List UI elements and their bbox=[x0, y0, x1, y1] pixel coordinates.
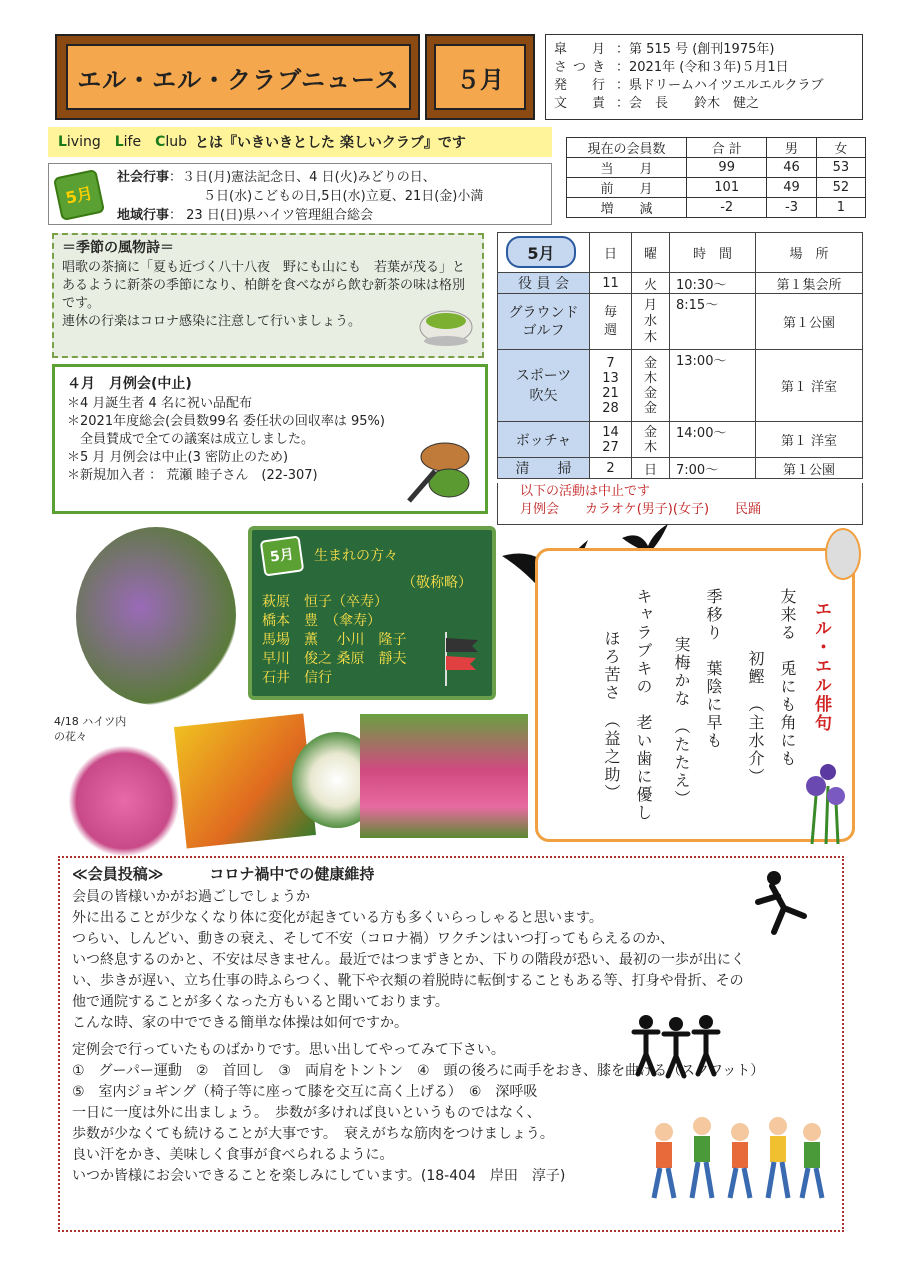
newsletter-title: エル・エル・クラブニュース bbox=[66, 44, 411, 110]
schedule-month-badge: 5月 bbox=[506, 236, 576, 268]
season-column: ＝季節の風物詩＝ 唱歌の茶摘に「夏も近づく八十八夜 野にも山にも 若葉が茂る」とあるように新茶の季節になり、柏餅を食べながら飲む新茶の味は格別です。 連休の行楽はコロナ感染に注意して行いましょう。 bbox=[52, 233, 484, 358]
wisteria-photo bbox=[76, 527, 236, 705]
haiku-line: 実梅かな （たたえ） bbox=[672, 636, 691, 808]
issue-info: 皐 月 ：第 515 号 (創刊1975年) さつき ：2021年 (令和３年)５月1日 発 行 ：県ドリームハイツエルエルクラブ 文 責 ：会 長 鈴木 健之 bbox=[545, 34, 863, 120]
iris-icon bbox=[792, 756, 856, 844]
cancelled-activities: 以下の活動は中止です 月例会 カラオケ(男子)(女子) 民踊 bbox=[497, 483, 863, 525]
member-contribution: ≪会員投稿≫ コロナ禍中での健康維持 会員の皆様いかがお過ごしでしょうか 外に出ることが少なくなり体に変化が起きている方も多くいらっしゃると思います。 つらい、しんどい、動きの衰え、そして不安（コロナ禍）ワクチンはいつ打ってもらえるのか、 いつ終息するのかと、不安は尽きません。最近ではつまずきとか、下りの階段が恐い、最初の一歩が出にく い、歩きが遅い、立ち仕事の時ふらつく、靴下や衣類の着脱時に転倒することもある等、打身や骨折、その 他で通院することが多くなった方もいると聞いております。 こんな時、家の中でできる簡単な体操は如何ですか。 定例会で行っていたものばかりです。思い出してやってみて下さい。 ① グーパー運動 ② 首回し ③ 両肩をトントン ④ 頭の後ろに両手をおき、膝を曲げる（スクワット） ⑤ 室内ジョギング（椅子等に座って膝を交互に高く上げる） ⑥ 深呼吸 一日に一度は外に出ましょう。 歩数が多ければ良いというものではなく、 歩数が少なくても続けることが大事です。 衰えがちな筋肉をつけましょう。 良い汗をかき、美味しく食事が食べられるように。 いつか皆様にお会いできることを楽しみにしています。(18-404 岸田 淳子) bbox=[58, 856, 844, 1232]
schedule-row: グラウンド ゴルフ 毎 週 月 水 木 8:15〜 第１公園 bbox=[498, 294, 863, 350]
schedule-row: ボッチャ 14 27 金 木 14:00〜 第１ 洋室 bbox=[498, 422, 863, 458]
issue-month: ５月 bbox=[434, 44, 526, 110]
club-slogan: L iving L ife C lub とは『いきいきとした 楽しいクラブ』です bbox=[48, 127, 552, 157]
member-count-table: 現在の会員数 合 計 男 女 当 月 99 46 53 前 月 101 49 52 増 減 -2 -3 1 bbox=[566, 137, 866, 218]
kashiwa-mochi-icon bbox=[405, 435, 477, 505]
falling-person-icon bbox=[744, 868, 814, 938]
haiku-line: 友来る 兎にも角にも bbox=[778, 588, 797, 768]
haiku-line: ほろ苦さ （益之助） bbox=[602, 630, 621, 802]
schedule-row: 役 員 会 11 火 10:30〜 第１集会所 bbox=[498, 273, 863, 294]
schedule-row: 清 掃 2 日 7:00〜 第１公園 bbox=[498, 458, 863, 479]
green-tea-icon bbox=[416, 297, 476, 349]
may-badge: 5月 bbox=[53, 169, 105, 221]
azalea-bed-photo bbox=[360, 714, 528, 838]
haiku-line: キャラブキの 老い歯に優し bbox=[634, 588, 653, 822]
schedule-table: 日 曜 時 間 場 所 役 員 会 11 火 10:30〜 第１集会所 グラウンド ゴルフ 毎 週 月 水 木 8:15〜 第１公園 スポーツ 吹矢 7 13 21 28 金 木 金 金 13:00〜 第１ 洋室 ボッチャ 14 27 金 木 14:00〜 第１ 洋室 清 掃 2 日 7:00〜 第１公園 bbox=[497, 232, 863, 479]
haiku-title: エル・エル俳句 bbox=[811, 600, 831, 733]
koinobori-icon bbox=[442, 630, 484, 686]
monthly-meeting-report: ４月 月例会(中止) ＊4 月誕生者 4 名に祝い品配布 ＊2021年度総会(会員数99名 委任状の回収率は 95%) 全員賛成で全ての議案は成立しました。 ＊5 月 月例会は中止(3 密防止のため) ＊新規加入者 ： 荒瀬 睦子さん (22-307) bbox=[52, 364, 488, 514]
haiku-line: 季移り 葉陰に早も bbox=[704, 588, 723, 750]
azalea-photo bbox=[68, 745, 180, 857]
exercise-people-icon bbox=[630, 1010, 722, 1080]
stretching-people-icon bbox=[640, 1102, 830, 1202]
birthday-board: 5月 生まれの方々 （敬称略） 萩原 恒子（卒寿） 橋本 豊 （傘寿） 馬場 薫 小川 隆子 早川 俊之 桑原 靜夫 石井 信行 bbox=[248, 526, 496, 700]
birthday-month-badge: 5月 bbox=[260, 535, 305, 576]
haiku-line: 初鰹 （主水介） bbox=[746, 650, 765, 786]
scroll-roll bbox=[825, 528, 861, 580]
photo-caption: 4/18 ハイツ内 の花々 bbox=[54, 715, 127, 743]
schedule-row: スポーツ 吹矢 7 13 21 28 金 木 金 金 13:00〜 第１ 洋室 bbox=[498, 350, 863, 422]
events-box: 5月 社会行事：３日(月)憲法記念日、4 日(火)みどりの日、 ５日(水)こどもの日,5日(水)立夏、21日(金)小満 地域行事： 23 日(日)県ハイツ管理組合総会 bbox=[48, 163, 552, 225]
